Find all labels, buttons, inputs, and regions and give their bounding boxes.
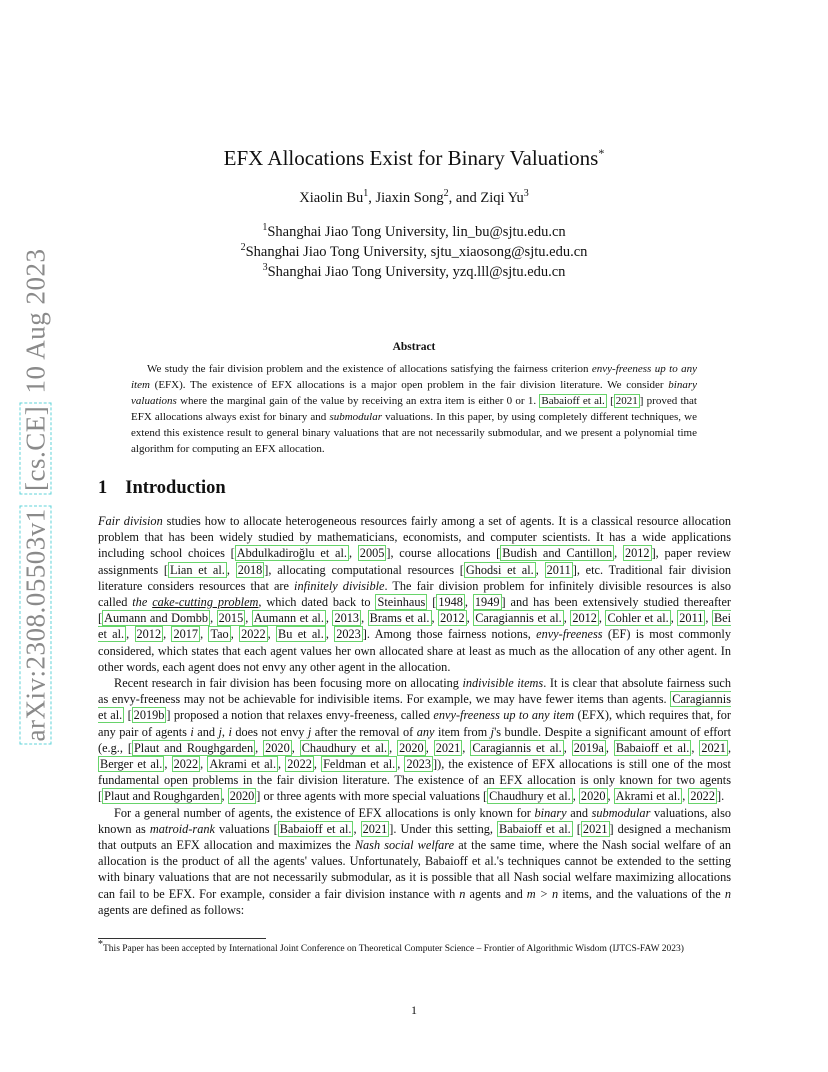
text: , [563,611,571,626]
text: , [291,740,300,755]
affiliation-3-text: Shanghai Jiao Tong University, yzq.lll@sjtu.edu.cn [267,264,566,280]
affiliation-3-mark: 3 [262,262,268,274]
text: , [313,757,322,772]
citation-link[interactable]: 2012 [624,546,650,561]
text: (EFX), which requires that, for any pair of agents [98,708,732,739]
emphasis: matroid-rank [149,821,215,836]
text: , [164,757,172,772]
text: agents and [465,886,527,901]
arxiv-id-link[interactable]: arXiv:2308.05503v1 [20,505,52,744]
citation-link[interactable]: 2021 [435,740,461,755]
emphasis: Fair division [98,514,163,528]
text: valuations. In this paper, by using completely different techniques, we extend this existence result to general binary valuations that are not necessarily submodular, and we present a polynomial time algorithm for computing an EFX allocation. [131,410,697,455]
affiliation-2 [0,242,828,262]
emphasis-underlined: cake-cutting problem [152,595,259,610]
text: , [221,789,228,804]
citation-link[interactable]: Brams et al. [369,611,430,626]
citation-link[interactable]: Caragiannis et al. [98,692,731,723]
affiliations [0,222,828,282]
text: , [425,740,434,755]
affiliation-1 [0,222,828,242]
author-3: Ziqi Yu [480,190,524,206]
text: , [691,740,700,755]
text: , [226,562,236,577]
math-variable: n [724,886,731,901]
citation-link[interactable]: Budish and Cantillon [502,546,613,561]
citation-link[interactable]: 2015 [218,611,244,626]
text: , [361,611,368,626]
text: . The fair division problem for infinitely divisible resources is also called [98,578,731,610]
affiliation-1-mark: 1 [262,222,268,234]
math-variable: j [307,724,312,739]
author-1-affil: 1 [363,188,369,200]
text: ] or three agents with more special valuations [ [256,789,488,804]
math-expression: m > n [526,886,559,901]
text: , [325,611,333,626]
paragraph-2 [98,675,731,805]
text: We study the fair division problem and the existence of allocations satisfying the fairness criterion [147,363,592,375]
text: ]. [716,789,725,804]
text: Recent research in fair division has been focusing more on allocating [114,676,463,691]
emphasis: the [132,595,153,610]
text: ] designed a mechanism that outputs an EFX allocation and maximizes the [98,821,731,853]
text: ]), the existence of EFX allocations is still one of the most fundamental open problems in the fair division literature. The existence of an EFX allocation is only known for two agents [ [98,757,731,804]
citation-link[interactable]: 2023 [336,627,361,642]
text: ], paper review assignments [ [98,546,731,577]
math-variable: i [228,724,232,739]
abstract-heading: Abstract [392,341,436,353]
affiliation-2-mark: 2 [240,242,246,254]
text: , [466,611,474,626]
citation-link[interactable]: Tao [210,627,229,642]
emphasis: binary [534,805,567,820]
citation-link[interactable]: Babaioff et al. [615,740,690,755]
citation-link[interactable]: Chaudhury et al. [489,789,571,804]
section-title-text: Introduction [125,478,226,498]
arxiv-category-link[interactable]: [cs.CE] [20,402,52,493]
math-variable: n [459,886,466,901]
text: . It is clear that absolute fairness such as envy-freeness may not be achievable for indivisible items. For example, we may have fewer items than agents. [98,676,731,707]
math-variable: i [190,724,194,739]
citation-link[interactable]: 2011 [679,611,704,626]
author-list [0,190,828,207]
citation-link[interactable]: 2022 [287,757,312,772]
text: , [535,562,545,577]
affiliation-2-text: Shanghai Jiao Tong University, sjtu_xiaosong@sjtu.edu.cn [245,244,588,260]
affiliation-1-text: Shanghai Jiao Tong University, lin_bu@sjtu.edu.cn [267,224,566,240]
text: , which dated back to [258,595,376,610]
emphasis: envy-freeness up to any item [433,708,575,723]
emphasis: envy-freeness up to any item [131,363,697,391]
text: , [267,627,277,642]
author-separator: , [368,190,376,206]
text: at the same time, where the Nash social welfare of an allocation is the product of all the agents' values. Unfortunately, Babaioff et al.'s techniques cannot be extended to the setting with binary valuations that are not necessarily submodular, as it is possible that all Nash social welfare maximizing allocations can fail to be EFX. For example, consider a fair division instance with [98,838,732,901]
text: , [605,740,614,755]
author-separator-and: , and [448,190,481,206]
citation-link[interactable]: Abdulkadiroğlu et al. [236,546,347,561]
text: [ [572,821,581,836]
text: ]. Among those fairness notions, [362,627,537,642]
citation-link[interactable]: 2021 [701,740,726,755]
citation-link[interactable]: Babaioff et al. [279,821,352,836]
citation-link[interactable]: 2013 [334,611,360,626]
text: does not envy [231,724,308,739]
paragraph-1 [98,513,731,675]
citation-link[interactable]: Akrami et al. [209,757,277,772]
text: , [200,757,208,772]
text: 's bundle. Despite a significant amount of effort (e.g., [ [98,724,732,755]
text: , [210,611,217,626]
citation-link[interactable]: 2017 [173,627,199,642]
citation-link[interactable]: 2012 [572,611,597,626]
page-number: 1 [411,1003,417,1017]
citation-link[interactable]: 1948 [438,595,463,610]
citation-link[interactable]: 2019a [573,740,604,755]
citation-link[interactable]: Babaioff et al. [499,821,571,836]
text: [ [606,394,614,407]
author-3-affil: 3 [523,188,529,200]
author-2: Jiaxin Song [375,190,444,206]
text: , [245,611,252,626]
emphasis: indivisible items [462,676,544,691]
text: , [200,627,209,642]
citation-link[interactable]: Plaut and Roughgarden [104,789,220,804]
text: ], course allocations [ [386,546,501,561]
text: , [389,740,398,755]
text: , [255,740,264,755]
citation-link[interactable]: 2011 [546,562,571,577]
citation-link[interactable]: 2020 [580,789,606,804]
citation-link[interactable]: Steinhaus [377,595,426,610]
text: (EFX). The existence of EFX allocations is a major open problem in the fair division literature. We consider [149,378,669,391]
citation-link[interactable]: 2022 [690,789,715,804]
text: and [193,724,219,739]
citation-link[interactable]: Feldman et al. [323,757,396,772]
footnote-text: This Paper has been accepted by International Joint Conference on Theoretical Computer Science – Frontier of Algorithmic Wisdom (IJTCS-FAW 2023) [103,944,684,954]
text: ], etc. Traditional fair division literature considers resources that are [98,562,732,593]
citation-link[interactable]: Aumann et al. [253,611,324,626]
citation-link[interactable]: 1949 [474,595,500,610]
emphasis: any [416,724,435,739]
text: , [221,724,229,739]
text: [ [124,708,132,723]
text: , [353,821,361,836]
citation-link[interactable]: Caragiannis et al. [472,740,562,755]
section-body [98,513,731,918]
text: ], allocating computational resources [ [264,562,464,577]
emphasis: submodular [591,805,651,820]
citation-link[interactable]: Lian et al. [169,562,225,577]
text: , [670,611,678,626]
text: ] proposed a notion that relaxes envy-freeness, called [166,708,434,723]
citation-link[interactable]: 2012 [136,627,162,642]
text: ] proved that EFX allocations always exist for binary and [131,394,697,423]
citation-link[interactable]: 2023 [406,757,432,772]
text: , [614,546,623,561]
text: ] and has been extensively studied thereafter [ [98,595,732,626]
citation-link[interactable]: 2021 [615,394,638,407]
text: (EF) is most commonly considered, which states that each agent values her own allocated share at least as much as the allocation of any other agent. In other words, each agent does not envy any other agent in the allocation. [98,627,731,674]
citation-link[interactable]: 2005 [359,546,385,561]
citation-link[interactable]: Berger et al. [100,757,163,772]
text: , [705,611,712,626]
text: , [431,611,439,626]
text: valuations, also known as [98,805,731,836]
citation-link[interactable]: Caragiannis et al. [475,611,562,626]
footnote-rule [98,938,266,939]
text: , [607,789,614,804]
author-1: Xiaolin Bu [299,190,364,206]
emphasis: envy-freeness [536,627,603,642]
emphasis: infinitely divisible [294,578,385,593]
text: , [682,789,689,804]
text: , [563,740,572,755]
citation-link[interactable]: Babaioff et al. [541,394,605,407]
title-footnote-mark[interactable]: * [598,146,605,160]
section-heading [98,478,226,499]
text: , [397,757,405,772]
citation-link[interactable]: Aumann and Dombb [104,611,209,626]
text: valuations [ [214,821,278,836]
emphasis: binary valuations [131,378,697,407]
citation-link[interactable]: 2018 [237,562,263,577]
text: , [163,627,172,642]
text: , [230,627,240,642]
citation-link[interactable]: Bu et al. [278,627,324,642]
citation-link[interactable]: 2021 [582,821,608,836]
citation-link[interactable]: 2020 [265,740,290,755]
text: ]. Under this setting, [389,821,497,836]
text: and [566,805,592,820]
text: , [126,627,135,642]
citation-link[interactable]: 2020 [399,740,424,755]
text: agents are defined as follows: [98,902,245,917]
affiliation-3 [0,262,828,282]
text: [ [427,595,437,610]
citation-link[interactable]: 2020 [229,789,255,804]
math-variable: j [490,724,495,739]
text: after the removal of [311,724,417,739]
text: , [348,546,358,561]
text: , [598,611,606,626]
text: items, and the valuations of the [558,886,725,901]
arxiv-stamp [21,248,52,746]
paper-title [0,146,828,171]
text: , [572,789,579,804]
citation-link[interactable]: 2012 [440,611,465,626]
emphasis: submodular [329,410,382,423]
arxiv-sidebar [18,248,54,742]
math-variable: j [218,724,222,739]
text: , [727,740,732,755]
text: , [278,757,286,772]
arxiv-date: 10 Aug 2023 [20,248,51,394]
paragraph-3 [98,805,731,918]
text: , [325,627,335,642]
citation-link[interactable]: Bei et al. [98,611,732,642]
author-2-affil: 2 [443,188,449,200]
abstract-body [131,362,697,457]
citation-link[interactable]: Akrami et al. [615,789,681,804]
text: , [464,595,473,610]
footnote-mark: * [98,938,103,950]
text: For a general number of agents, the existence of EFX allocations is only known for [114,805,535,820]
text: item from [434,724,491,739]
emphasis: Nash social welfare [354,838,455,853]
footnote [98,938,731,956]
citation-link[interactable]: Cohler et al. [607,611,669,626]
abstract-paragraph [131,362,697,457]
title-text: EFX Allocations Exist for Binary Valuations [223,146,599,170]
text: where the marginal gain of the value by receiving an extra item is either 0 or 1. [176,394,540,407]
citation-link[interactable]: Plaut and Roughgarden [133,740,254,755]
citation-link[interactable]: 2022 [241,627,266,642]
citation-link[interactable]: Chaudhury et al. [301,740,388,755]
citation-link[interactable]: 2021 [362,821,388,836]
citation-link[interactable]: 2019b [133,708,165,723]
text: studies how to allocate heterogeneous resources fairly among a set of agents. It is a classical resource allocation problem that has been widely studied by mathematicians, economists, and computer scientists. It has a wide applications including school choices [ [98,514,731,561]
citation-link[interactable]: Ghodsi et al. [465,562,534,577]
section-number: 1 [98,478,108,498]
citation-link[interactable]: 2022 [173,757,199,772]
text: , [462,740,471,755]
